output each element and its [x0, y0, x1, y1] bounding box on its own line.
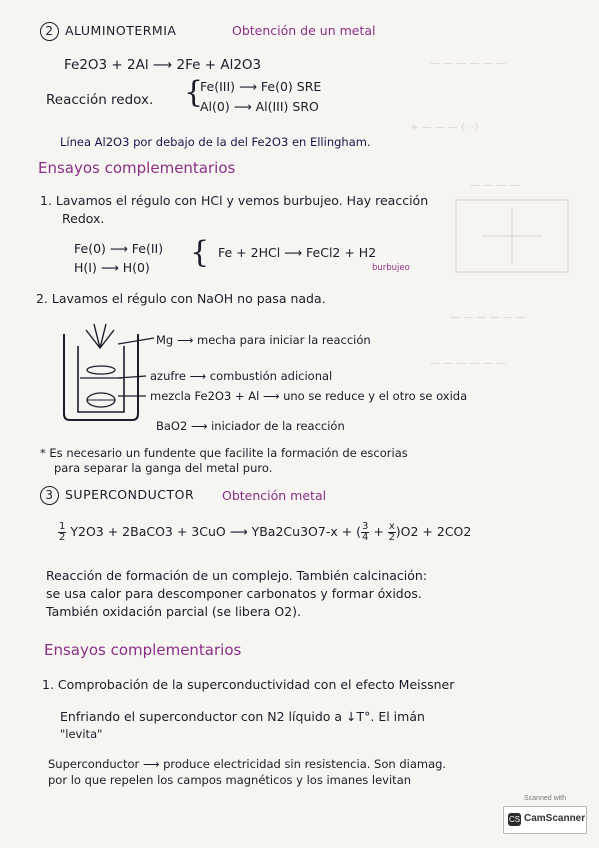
bleed-through-marks: — — — —	[470, 180, 520, 191]
bleed-through-marks: — — — — — —	[430, 58, 506, 69]
equation: Fe2O3 + 2Al ⟶ 2Fe + Al2O3	[64, 57, 262, 73]
brace-icon: {	[190, 235, 210, 270]
diagram-label-azufre: azufre ⟶ combustión adicional	[150, 369, 333, 383]
list-item: 1. Comprobación de la superconductividad con el efecto Meissner	[42, 677, 455, 692]
redox-half-reaction: Fe(III) ⟶ Fe(0) SRE	[200, 79, 322, 94]
section-3-heading	[40, 486, 194, 505]
watermark-caption: Scanned with	[523, 795, 567, 802]
bleed-through-marks: — — — — — —	[450, 312, 526, 323]
redox-half-reaction: Al(0) ⟶ Al(III) SRO	[200, 99, 319, 114]
oxidation-state: Fe(0) ⟶ Fe(II)	[74, 241, 164, 256]
paragraph-line: También oxidación parcial (se libera O2).	[46, 604, 301, 619]
section-subtitle: Obtención metal	[222, 488, 327, 503]
equation: $\frac{1}{2}$ Y2O3 + 2BaCO3 + 3CuO ⟶ YBa2Cu3O7-x + ( $\frac{3}{4}$ + $\frac{x}{2}$ )O2 + 2CO2	[59, 521, 472, 543]
brace-icon: {	[184, 75, 204, 110]
section-number: 2	[40, 22, 59, 41]
list-item-detail: "levita"	[60, 727, 103, 741]
watermark-name: CamScanner	[524, 813, 586, 824]
fraction: $\frac{3}{4}$	[362, 521, 369, 543]
note: Línea Al2O3 por debajo de la del Fe2O3 en Ellingham.	[60, 135, 371, 149]
diagram-label-bao2: BaO2 ⟶ iniciador de la reacción	[156, 419, 345, 433]
conclusion-line: Superconductor ⟶ produce electricidad sin resistencia. Son diamag.	[48, 757, 447, 771]
paragraph-line: se usa calor para descomponer carbonatos y formar óxidos.	[46, 586, 422, 601]
section-title: ALUMINOTERMIA	[65, 23, 177, 38]
bleed-through-marks: + — — — (· ·)	[410, 122, 479, 133]
note-star: * Es necesario un fundente que facilite la formación de escorias	[40, 446, 408, 460]
fraction: $\frac{x}{2}$	[388, 521, 395, 543]
list-item-continuation: Redox.	[62, 211, 105, 226]
section-number: 3	[40, 486, 59, 505]
note-star-continuation: para separar la ganga del metal puro.	[54, 461, 273, 475]
bleed-through-diagram	[452, 196, 572, 276]
camscanner-watermark	[503, 795, 587, 834]
bleed-through-marks: — — — — — —	[430, 358, 506, 369]
list-item: 1. Lavamos el régulo con HCl y vemos burbujeo. Hay reacción	[40, 193, 429, 208]
equation: Fe + 2HCl ⟶ FeCl2 + H2	[218, 245, 377, 260]
conclusion-line: por lo que repelen los campos magnéticos y los imanes levitan	[48, 773, 412, 787]
subsection-title: Ensayos complementarios	[38, 159, 236, 177]
list-item: 2. Lavamos el régulo con NaOH no pasa nada.	[36, 291, 326, 306]
list-item-detail: Enfriando el superconductor con N2 líquido a ↓T°. El imán	[60, 709, 425, 724]
camscanner-logo-icon: CS	[508, 815, 521, 824]
paragraph-line: Reacción de formación de un complejo. También calcinación:	[46, 568, 428, 583]
diagram-label-mg: Mg ⟶ mecha para iniciar la reacción	[156, 333, 371, 347]
redox-label: Reacción redox.	[46, 92, 154, 108]
section-title: SUPERCONDUCTOR	[65, 487, 195, 502]
fraction: $\frac{1}{2}$	[59, 521, 66, 543]
subsection-title: Ensayos complementarios	[44, 641, 242, 659]
diagram-label-mezcla: mezcla Fe2O3 + Al ⟶ uno se reduce y el otro se oxida	[150, 389, 468, 403]
section-2-heading	[40, 22, 176, 41]
annotation: burbujeo	[372, 263, 410, 273]
oxidation-state: H(I) ⟶ H(0)	[74, 260, 150, 275]
section-subtitle: Obtención de un metal	[232, 23, 376, 38]
